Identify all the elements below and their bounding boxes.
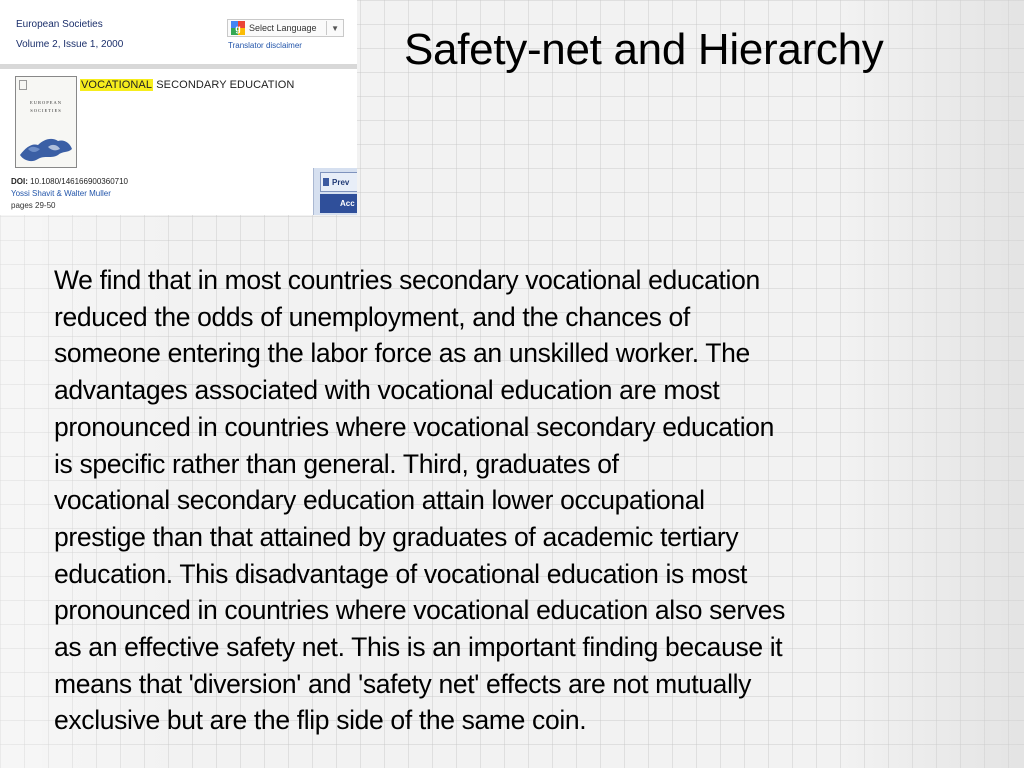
chevron-down-icon: ▼ — [331, 23, 339, 33]
pdf-icon — [323, 178, 329, 186]
doi-line — [11, 177, 128, 186]
journal-issue[interactable]: Volume 2, Issue 1, 2000 — [16, 39, 124, 50]
translator-disclaimer-link[interactable]: Translator disclaimer — [228, 41, 302, 50]
article-title[interactable] — [80, 79, 294, 91]
doi-value: 10.1080/146166900360710 — [27, 177, 128, 186]
svg-text:g: g — [235, 23, 241, 34]
journal-cover-image[interactable] — [15, 76, 77, 168]
highlighted-term: VOCATIONAL — [81, 79, 153, 91]
article-title-rest: SECONDARY EDUCATION — [153, 79, 295, 91]
journal-header — [0, 0, 357, 64]
language-select-label: Select Language — [249, 23, 317, 33]
europe-map-graphic — [18, 125, 74, 165]
slide-body-text: We find that in most countries secondary vocational education reduced the odds of unemployment, and the chances of someone entering the labor force as an unskilled worker. The advantages associated with vocational education are most pronounced in countries where vocational secondary education is specific rather than general. Third, graduates of vocational secondary education attain lower occupational prestige than that attained by graduates of academic tertiary education. This disadvantage of vocational education is most pronounced in countries where vocational education also serves as an effective safety net. This is an important finding because it means that 'diversion' and 'safety net' effects are not mutually exclusive but are the flip side of the same coin. — [54, 265, 786, 736]
google-translate-icon — [231, 21, 245, 35]
article-authors[interactable]: Yossi Shavit & Walter Muller — [11, 189, 111, 198]
article-pages: pages 29-50 — [11, 201, 56, 210]
header-divider — [0, 64, 357, 69]
language-select-divider — [326, 21, 327, 35]
cover-title: EUROPEAN SOCIETIES — [29, 100, 62, 113]
preview-button[interactable] — [320, 172, 357, 192]
access-button-label: Acc — [340, 199, 355, 208]
journal-name[interactable]: European Societies — [16, 19, 103, 30]
preview-button-label: Prev — [332, 177, 350, 187]
journal-screenshot — [0, 0, 357, 215]
slide-title: Safety-net and Hierarchy — [404, 25, 884, 74]
doi-label: DOI: — [11, 177, 28, 186]
access-button[interactable] — [320, 194, 357, 213]
document-icon — [19, 80, 27, 90]
access-panel — [313, 168, 357, 215]
language-select[interactable] — [227, 19, 344, 37]
